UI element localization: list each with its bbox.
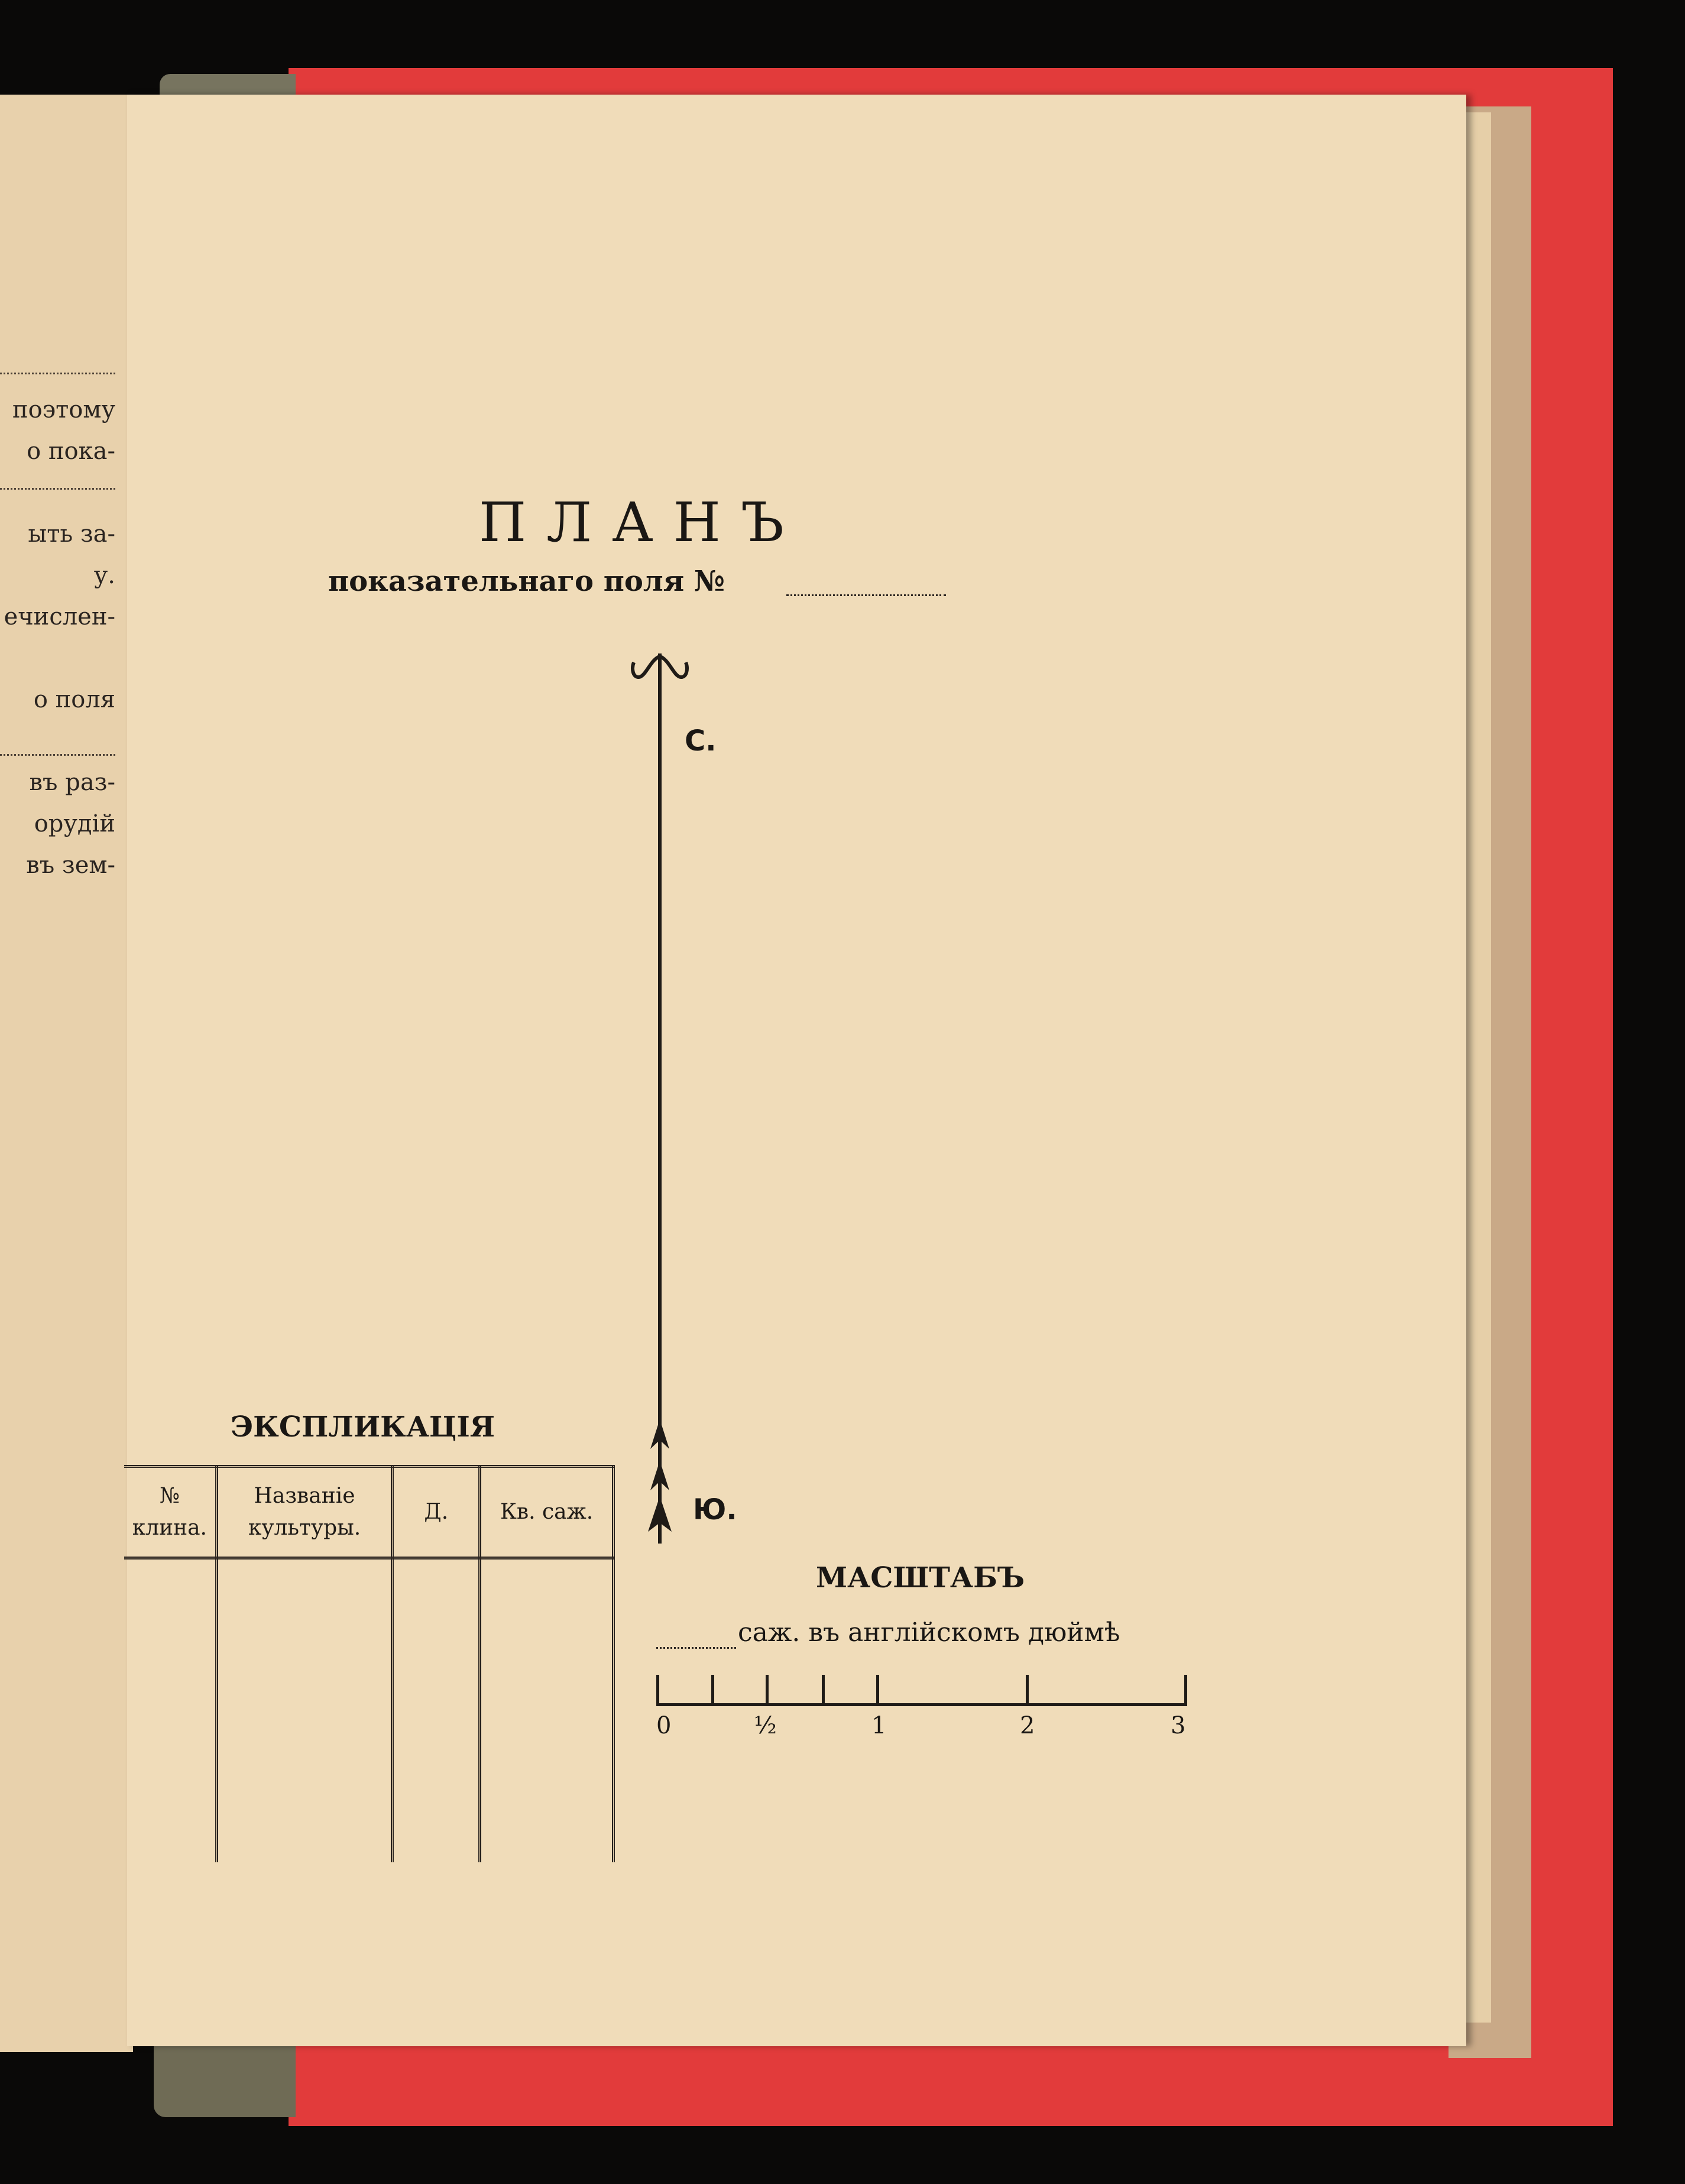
table-row xyxy=(124,1558,614,1863)
left-page-line: поэтому xyxy=(12,396,115,423)
scale-label: ½ xyxy=(754,1712,777,1739)
scale-label: 0 xyxy=(656,1712,672,1739)
scale-tick xyxy=(822,1675,825,1704)
scale-tick xyxy=(1184,1675,1187,1704)
scale-label: 2 xyxy=(1020,1712,1035,1739)
table-cell[interactable] xyxy=(124,1558,216,1863)
scale-value-blank[interactable] xyxy=(656,1647,736,1649)
table-cell[interactable] xyxy=(393,1558,480,1863)
column-header: Д. xyxy=(393,1467,480,1558)
left-page-line: орудій xyxy=(34,810,115,837)
scale-bar xyxy=(656,1703,1187,1706)
dotted-rule xyxy=(0,488,115,490)
left-page xyxy=(0,95,133,2052)
north-label: С. xyxy=(685,724,717,758)
scale-tick xyxy=(766,1675,769,1704)
explication-table xyxy=(124,1465,615,1862)
left-page-line: въ раз- xyxy=(29,769,115,796)
page-title: ПЛАНЪ xyxy=(479,491,804,554)
spine-bottom xyxy=(154,2034,296,2117)
left-page-line: о поля xyxy=(33,686,115,713)
scale-tick xyxy=(1026,1675,1029,1704)
scale-tick xyxy=(656,1675,659,1704)
field-number-blank[interactable] xyxy=(786,594,946,596)
dotted-rule xyxy=(0,373,115,374)
scale-label: 1 xyxy=(871,1712,887,1739)
scale-label: 3 xyxy=(1171,1712,1186,1739)
north-south-arrow xyxy=(615,645,709,1567)
left-page-line: ечислен- xyxy=(4,603,115,630)
left-page-line: въ зем- xyxy=(26,852,115,879)
scale-title: МАСШТАБЪ xyxy=(816,1561,1025,1594)
dotted-rule xyxy=(0,754,115,756)
column-header: № клина. xyxy=(124,1467,216,1558)
column-header: Названіе культуры. xyxy=(216,1467,393,1558)
explication-title: ЭКСПЛИКАЦІЯ xyxy=(231,1410,495,1444)
south-label: Ю. xyxy=(693,1493,737,1526)
scale-caption: саж. въ англійскомъ дюймѣ xyxy=(738,1617,1120,1648)
page-subtitle: показательнаго поля № xyxy=(328,565,725,598)
column-header: Кв. саж. xyxy=(480,1467,614,1558)
table-cell[interactable] xyxy=(216,1558,393,1863)
left-page-line: у. xyxy=(93,562,115,589)
scale-tick xyxy=(711,1675,714,1704)
left-page-line: ыть за- xyxy=(28,520,115,548)
table-cell[interactable] xyxy=(480,1558,614,1863)
left-page-line: о пока- xyxy=(27,438,115,465)
scale-tick xyxy=(876,1675,879,1704)
